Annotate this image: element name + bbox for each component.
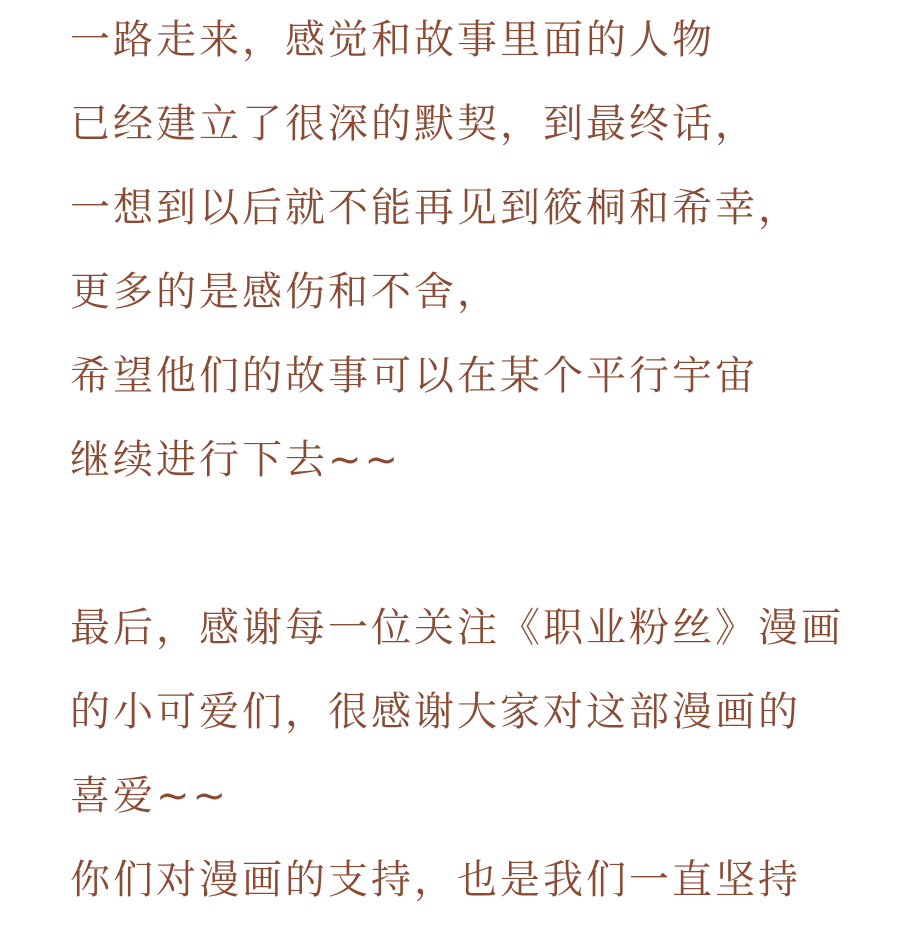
text-line-3: 一想到以后就不能再见到筱桐和希幸， xyxy=(70,185,801,231)
text-line-6: 继续进行下去~~ xyxy=(70,437,402,483)
text-line-9: 喜爱~~ xyxy=(70,773,230,819)
text-line-7: 最后，感谢每一位关注《职业粉丝》漫画 xyxy=(70,605,844,651)
text-line-10: 你们对漫画的支持，也是我们一直坚持 xyxy=(70,857,801,903)
text-line-4: 更多的是感伤和不舍， xyxy=(70,269,500,315)
text-line-5: 希望他们的故事可以在某个平行宇宙 xyxy=(70,353,758,399)
text-line-1: 一路走来，感觉和故事里面的人物 xyxy=(70,17,715,63)
text-line-2: 已经建立了很深的默契，到最终话， xyxy=(70,101,758,147)
text-line-8: 的小可爱们，很感谢大家对这部漫画的 xyxy=(70,689,801,735)
